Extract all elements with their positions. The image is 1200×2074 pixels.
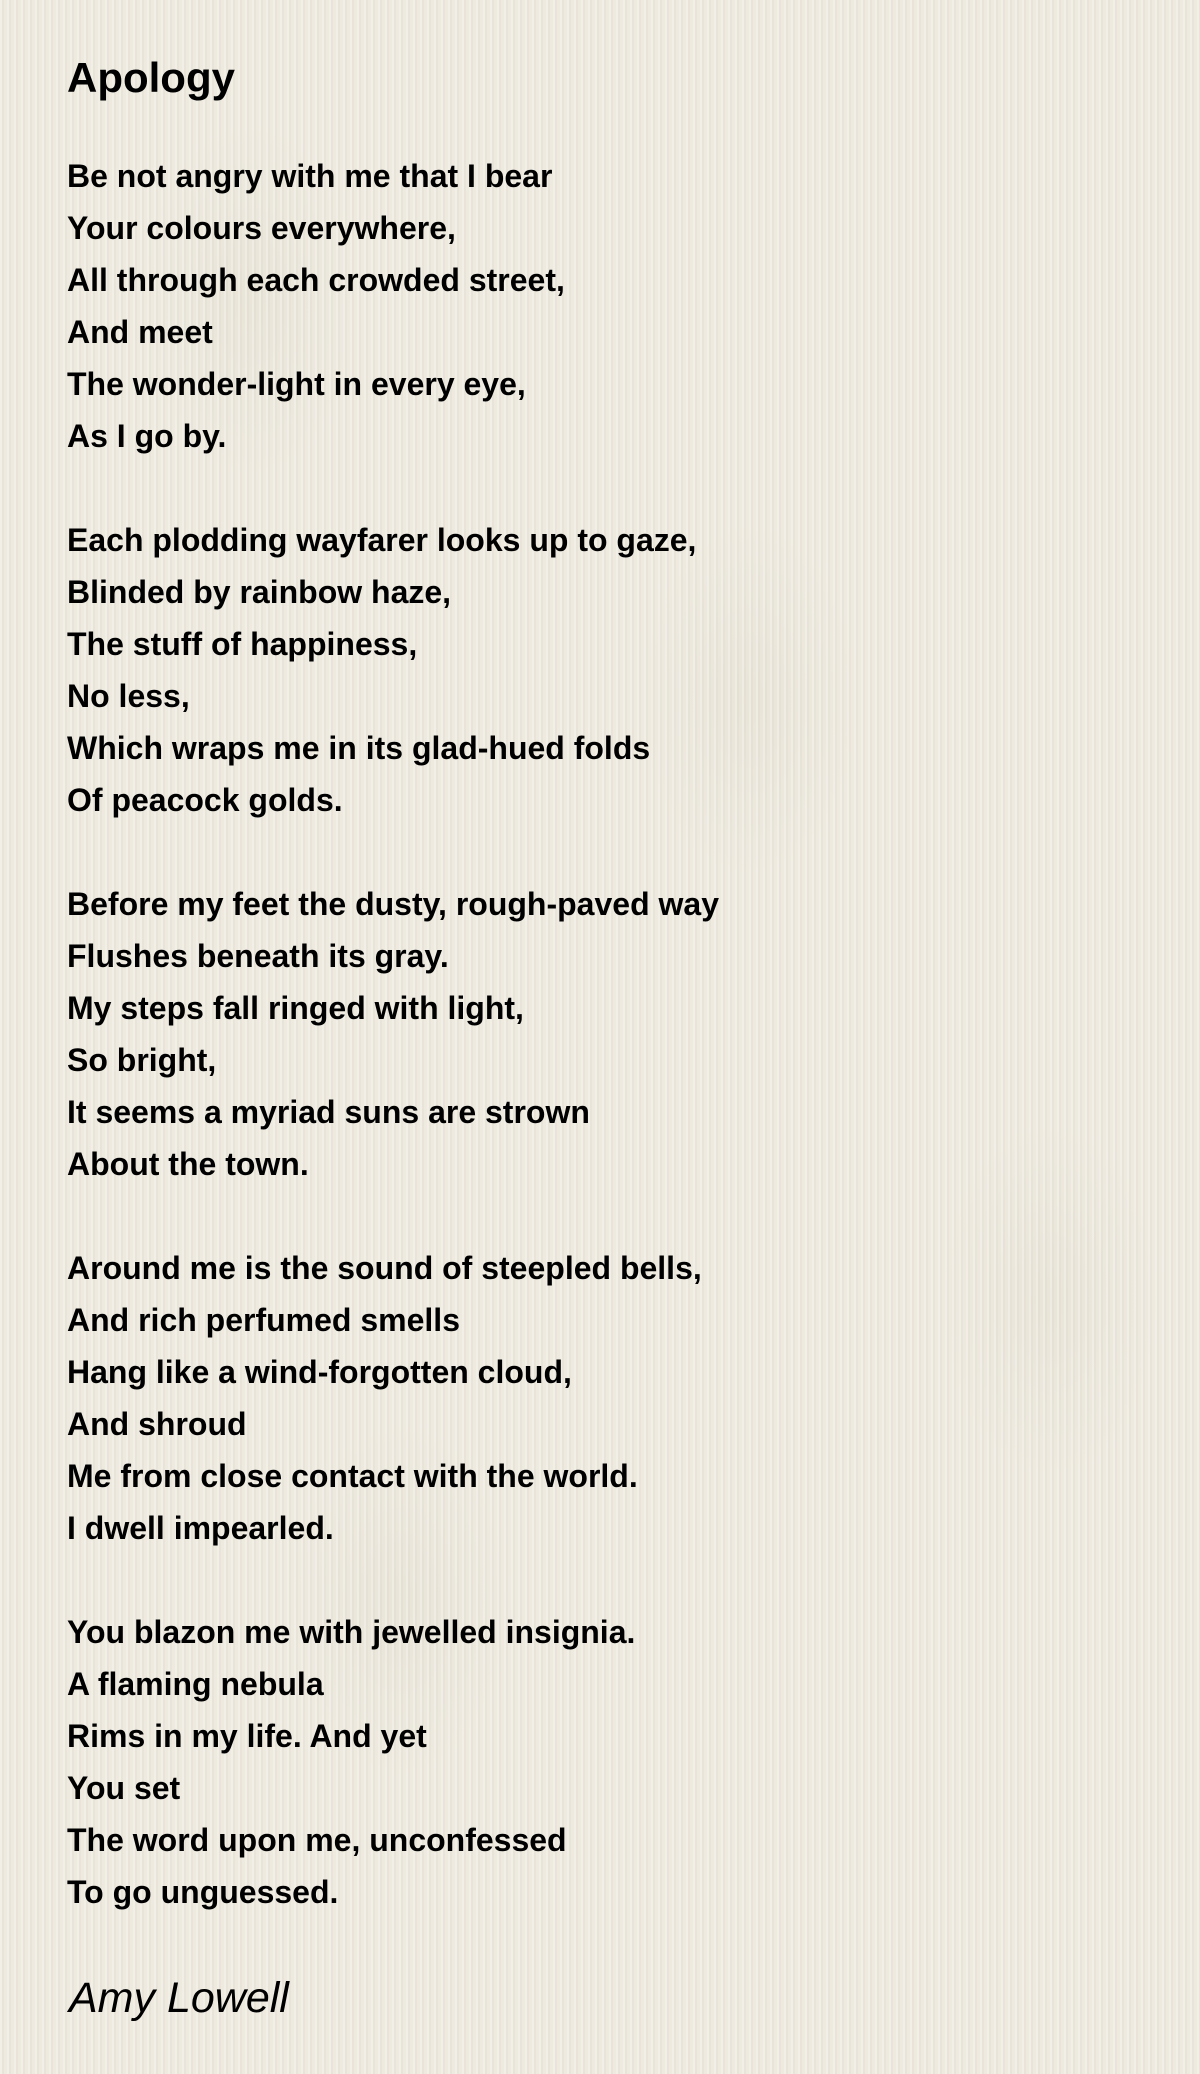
poem-line: Me from close contact with the world. xyxy=(67,1458,638,1494)
poem-line: Your colours everywhere, xyxy=(67,210,456,246)
poem-line: So bright, xyxy=(67,1042,217,1078)
poem-line: And rich perfumed smells xyxy=(67,1302,460,1338)
stanza-break xyxy=(67,826,719,878)
stanza-4 xyxy=(67,1242,719,1554)
poem-line: And shroud xyxy=(67,1406,247,1442)
poem-line: As I go by. xyxy=(67,418,227,454)
stanza-2 xyxy=(67,514,719,826)
poem-line: Which wraps me in its glad-hued folds xyxy=(67,730,651,766)
poem-line: You set xyxy=(67,1770,181,1806)
stanza-break xyxy=(67,1554,719,1606)
poem-line: The stuff of happiness, xyxy=(67,626,418,662)
poem-line: A flaming nebula xyxy=(67,1666,324,1702)
poem-line: To go unguessed. xyxy=(67,1874,339,1910)
poem-line: Before my feet the dusty, rough-paved way xyxy=(67,886,719,922)
poem-line: No less, xyxy=(67,678,190,714)
poem-line: I dwell impearled. xyxy=(67,1510,334,1546)
poem-line: Be not angry with me that I bear xyxy=(67,158,553,194)
poem-line: My steps fall ringed with light, xyxy=(67,990,524,1026)
stanza-1 xyxy=(67,150,719,462)
stanza-break xyxy=(67,462,719,514)
poem-line: You blazon me with jewelled insignia. xyxy=(67,1614,636,1650)
poem-author: Amy Lowell xyxy=(69,1974,289,2022)
poem-line: It seems a myriad suns are strown xyxy=(67,1094,590,1130)
poem-line: Rims in my life. And yet xyxy=(67,1718,427,1754)
poem-line: Of peacock golds. xyxy=(67,782,343,818)
poem-line: All through each crowded street, xyxy=(67,262,565,298)
poem-line: The word upon me, unconfessed xyxy=(67,1822,567,1858)
poem-line: Each plodding wayfarer looks up to gaze, xyxy=(67,522,697,558)
poem-line: Around me is the sound of steepled bells, xyxy=(67,1250,702,1286)
poem-line: Blinded by rainbow haze, xyxy=(67,574,452,610)
stanza-3 xyxy=(67,878,719,1190)
stanza-5 xyxy=(67,1606,719,1918)
poem-line: About the town. xyxy=(67,1146,309,1182)
poem-line: Flushes beneath its gray. xyxy=(67,938,449,974)
stanza-break xyxy=(67,1190,719,1242)
poem-line: And meet xyxy=(67,314,213,350)
poem-body xyxy=(67,150,719,1918)
poem-line: Hang like a wind-forgotten cloud, xyxy=(67,1354,572,1390)
poem-line: The wonder-light in every eye, xyxy=(67,366,526,402)
poem-title: Apology xyxy=(67,54,235,101)
